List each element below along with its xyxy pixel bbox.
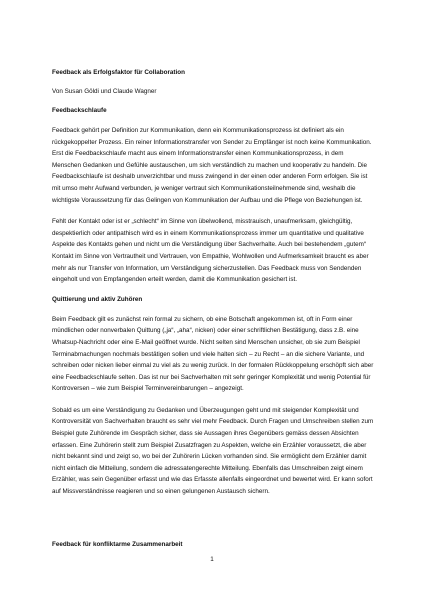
paragraph: Sobald es um eine Verständigung zu Gedanken und Überzeugungen geht und mit steigender Komplexität und Kontroversität von Sachverhalten braucht es sehr viel mehr Feedback. Durch Fragen und Umschreiben stellen zum Beispiel gute Zuhörende im Gespräch sicher, dass sie Aussagen ihres Gegenübers gemäss dessen Absichten erfassen. Eine Zuhörerin stellt zum Beispiel Zusatzfragen zu Aspekten, welche ein Erzähler voraussetzt, die aber nicht bekannt sind und zeigt so, wo bei der Zuhörerin Lücken vorhanden sind. Sie ermöglicht dem Erzähler damit nicht einfach die Mitteilung, sondern die adressatengerechte Mitteilung. Ebenfalls das Umschreiben zeigt einem Erzähler, was sein Gegenüber erfasst und wie das Erfasste allenfalls eingeordnet und bewertet wird. Er kann sofort auf Missverständnisse reagieren und so einen gelungenen Austausch sichern. [52, 406, 374, 496]
document-title: Feedback als Erfolgsfaktor für Collaboration [52, 69, 185, 76]
section-heading: Feedbackschlaufe [52, 107, 107, 114]
document-body [52, 69, 374, 508]
page-number: 1 [210, 556, 214, 563]
section-heading: Quittierung und aktiv Zuhören [52, 295, 143, 303]
document-authors: Von Susan Göldi und Claude Wagner [52, 88, 157, 95]
paragraph: Fehlt der Kontakt oder ist er „schlecht“ im Sinne von übelwollend, misstrauisch, unaufmerksam, gleichgültig, despektierlich oder antipathisch wird es in einem Kommunikationsprozess immer um quantitative und qualitative Aspekte des Kontakts gehen und nicht um die Verständigung über Sachverhalte. Auch bei bestehendem „gutem“ Kontakt im Sinne von Vertrautheit und Vertrauen, von Empathie, Wohlwollen und Aufmerksamkeit braucht es aber mehr als nur Transfer von Information, um Verständigung sicherzustellen. Das Feedback muss von Sendenden eingeholt und von Empfangenden erteilt werden, damit die Kommunikation gesichert ist. [52, 218, 369, 284]
paragraph: Feedback gehört per Definition zur Kommunikation, denn ein Kommunikationsprozess ist definiert als ein rückgekoppelter Prozess. Ein reiner Informationstransfer von Sender zu Empfänger ist noch keine Kommunikation. Erst die Feedbackschlaufe macht aus einem Informationstransfer einen Kommunikationsprozess, in dem Menschen Gedanken und Gefühle austauschen, um sich verständlich zu machen und kooperativ zu handeln. Die Feedbackschlaufe ist deshalb unverzichtbar und muss zwingend in der einen oder anderen Form erfolgen. Sie ist mit umso mehr Aufwand verbunden, je weniger vertraut sich Kommunikationsteilnehmende sind, weshalb die wichtigste Voraussetzung für das Gelingen von Kommunikation der Aufbau und die Pflege von Beziehungen ist. [52, 127, 372, 204]
section-heading: Feedback für konfliktarme Zusammenarbeit [52, 541, 183, 548]
paragraph: Beim Feedback gilt es zunächst rein formal zu sichern, ob eine Botschaft angekommen ist, oft in Form einer mündlichen oder nonverbalen Quittung („ja“, „aha“, nicken) oder einer schriftlichen Bestätigung, dass z.B. eine Whatsup-Nachricht oder eine E-Mail geöffnet wurde. Nicht selten sind Menschen unsicher, ob sie zum Beispiel Terminabmachungen nochmals bestätigen sollen und viele halten sich – zu Recht – an die sichere Variante, und schreiben oder nicken lieber einmal zu viel als zu wenig zurück. In der formalen Rückkoppelung erschöpft sich aber eine Feedbackschlaufe selten. Das ist nur bei Sachverhalten mit sehr geringer Komplexität und wenig Potential für Kontroversen – wie zum Beispiel Terminvereinbarungen – angezeigt. [52, 315, 374, 393]
